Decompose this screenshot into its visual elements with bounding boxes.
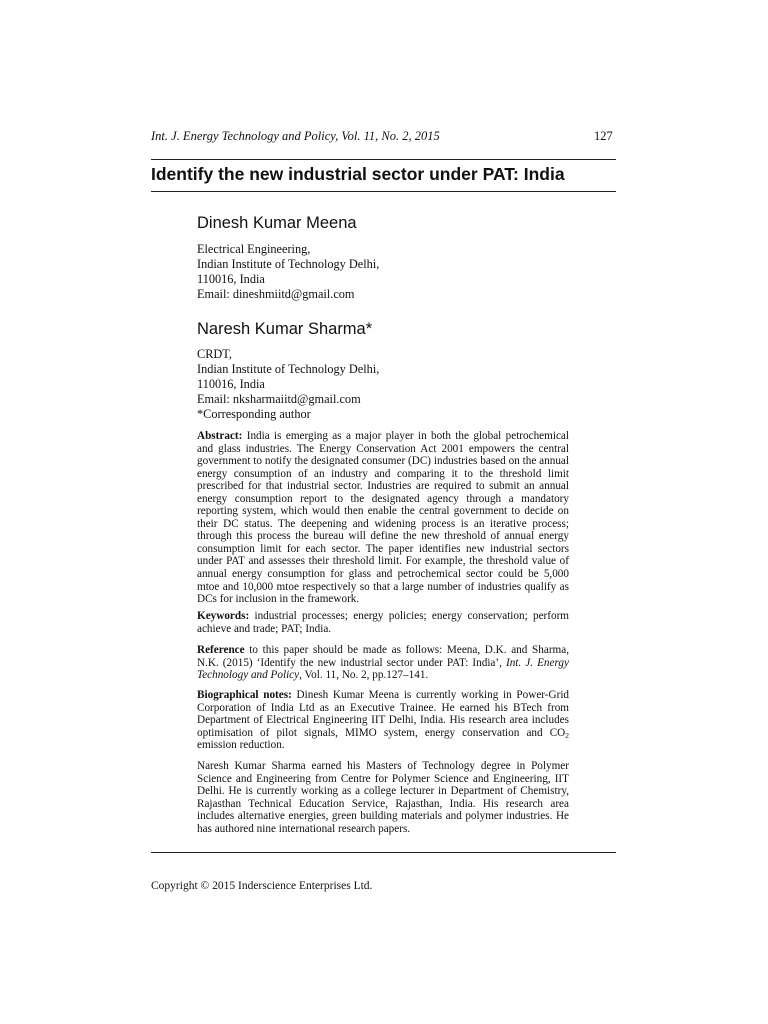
corresponding-note: *Corresponding author: [197, 407, 311, 421]
paper-title: Identify the new industrial sector under PAT: India: [151, 164, 565, 184]
author-email: Email: nksharmaiitd@gmail.com: [197, 392, 361, 406]
author-affiliation: [197, 347, 379, 422]
reference: [197, 644, 569, 682]
abstract-text: India is emerging as a major player in both the global petrochemical and glass industries. The Energy Conservation Act 2001 empowers the central government to notify the designated consumer (DC) industries based on the annual energy consumption of an industry and comparing it to the threshold limit prescribed for that industrial sector. Industries are required to submit an annual energy consumption report to the designated agency through a mandatory reporting system, which would then enable the central government to decide on their DC status. The deepening and widening process is an iterative process; through this process the bureau will define the new threshold of annual energy consumption limit for each sector. The paper identifies new industrial sectors under PAT and assesses their threshold limit. For example, the threshold value of annual energy consumption for glass and petrochemical sector could be 5,000 mtoe and 10,000 mtoe respectively so that a large number of industries qualify as DCs for inclusion in the framework.: [197, 430, 569, 606]
author-name: Dinesh Kumar Meena: [197, 214, 357, 232]
affiliation-line: Indian Institute of Technology Delhi,: [197, 257, 380, 271]
page-number: 127: [594, 129, 613, 143]
reference-journal: Int. J. Energy Technology and Policy: [197, 656, 569, 682]
title-top-rule: [151, 159, 616, 160]
reference-label: Reference: [197, 644, 245, 656]
biographical-notes-2: Naresh Kumar Sharma earned his Masters of Technology degree in Polymer Science and Engineering from Centre for Polymer Science and Engineering, IIT Delhi. He is currently working as a college lecturer in Department of Chemistry, Rajasthan Technical Education Service, Rajasthan, India. His research area includes alternative energies, green building materials and polymer industries. He has authored nine international research papers.: [197, 760, 569, 835]
affiliation-line: CRDT,: [197, 347, 232, 361]
keywords-text: industrial processes; energy policies; energy conservation; perform achieve and trade; PAT; India.: [197, 610, 570, 635]
bio-text: Dinesh Kumar Meena is currently working in Power-Grid Corporation of India Ltd as an Executive Trainee. He earned his BTech from Department of Electrical Engineering IIT Delhi, India. His research area includes optimisation of pilot signals, MIMO system, energy conservation and CO: [197, 689, 570, 739]
keywords: [197, 610, 569, 635]
running-head: Int. J. Energy Technology and Policy, Vol. 11, No. 2, 2015: [151, 129, 440, 143]
author-name: Naresh Kumar Sharma*: [197, 320, 373, 338]
affiliation-line: Indian Institute of Technology Delhi,: [197, 362, 380, 376]
title-bottom-rule: [151, 191, 616, 192]
abstract-label: Abstract:: [197, 430, 243, 442]
affiliation-line: Electrical Engineering,: [197, 242, 311, 256]
author-email: Email: dineshmiitd@gmail.com: [197, 287, 355, 301]
keywords-label: Keywords:: [197, 610, 250, 622]
affiliation-line: 110016, India: [197, 377, 265, 391]
bio-label: Biographical notes:: [197, 689, 292, 701]
biographical-notes: [197, 689, 569, 752]
author-affiliation: [197, 242, 379, 302]
reference-text: to this paper should be made as follows: Meena, D.K. and Sharma, N.K. (2015) ‘Identify the new industrial sector under PAT: India’,: [197, 644, 570, 669]
affiliation-line: 110016, India: [197, 272, 265, 286]
copyright: Copyright © 2015 Inderscience Enterprises Ltd.: [151, 880, 373, 892]
footer-rule: [151, 852, 616, 853]
bio-subscript: 2: [565, 730, 569, 740]
bio-text-end: emission reduction.: [197, 739, 285, 752]
abstract: [197, 430, 569, 606]
reference-details: , Vol. 11, No. 2, pp.127–141.: [299, 669, 429, 682]
